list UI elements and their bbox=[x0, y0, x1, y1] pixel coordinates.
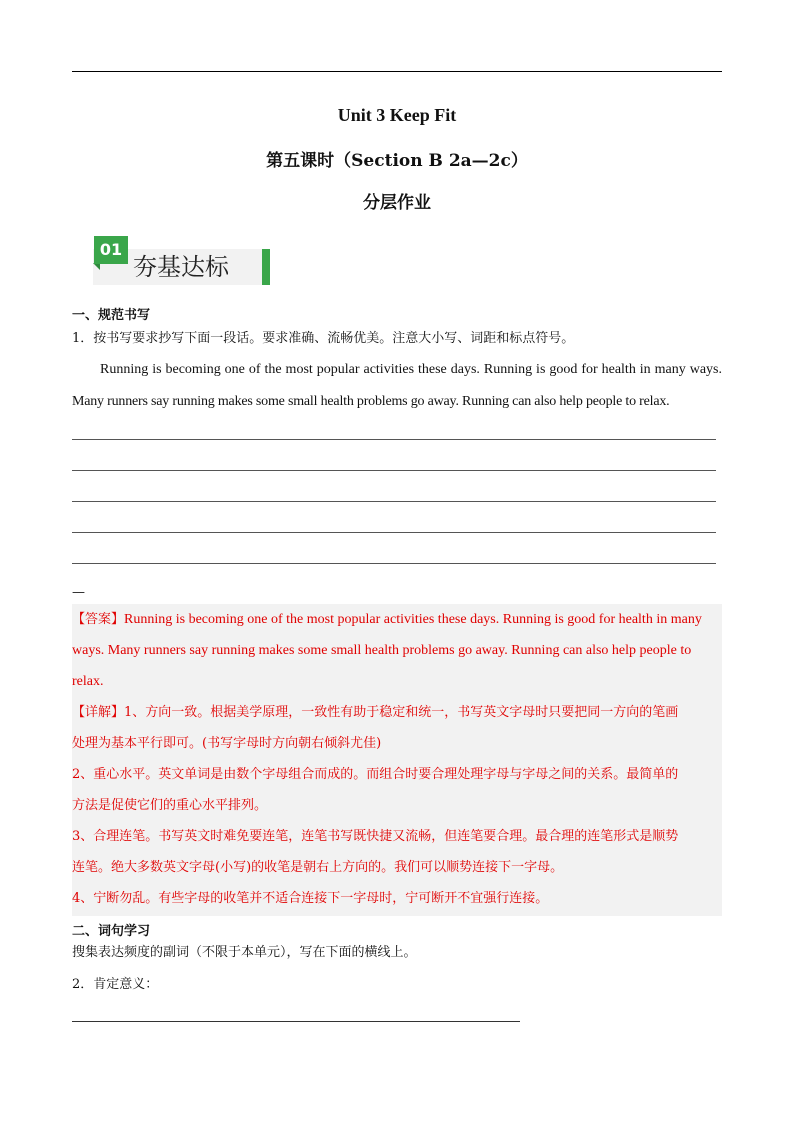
passage-line-2: Many runners say running makes some small health problems go away. Running can also help people to relax. bbox=[72, 394, 670, 409]
section2-heading: 二、词句学习 bbox=[72, 924, 151, 939]
badge-accent-bar bbox=[262, 249, 270, 285]
answer-text: relax. bbox=[72, 674, 104, 689]
top-rule bbox=[72, 71, 722, 72]
answer-text: ways. Many runners say running makes some small health problems go away. Running can also help people to bbox=[72, 643, 692, 658]
homework-heading: 分层作业 bbox=[363, 193, 431, 213]
page-title: Unit 3 Keep Fit bbox=[337, 105, 457, 125]
badge-fold bbox=[93, 263, 100, 270]
section1-heading: 一、规范书写 bbox=[72, 308, 151, 323]
answer-line-2 bbox=[72, 635, 722, 666]
detail-text: 1、方向一致。根据美学原理，一致性有助于稳定和统一，书写英文字母时只要把同一方向的笔画 bbox=[124, 705, 679, 720]
detail-line-3: 2、重心水平。英文单词是由数个字母组合而成的。而组合时要合理处理字母与字母之间的关系。最简单的 bbox=[72, 767, 679, 782]
detail-line-1 bbox=[72, 697, 722, 728]
detail-line-5: 3、合理连笔。书写英文时难免要连笔，连笔书写既快捷又流畅，但连笔要合理。最合理的连笔形式是顺势 bbox=[72, 829, 679, 844]
writing-line[interactable] bbox=[72, 563, 716, 564]
writing-line[interactable] bbox=[72, 439, 716, 440]
section2-instruction: 搜集表达频度的副词（不限于本单元），写在下面的横线上。 bbox=[72, 945, 417, 960]
answer-line-3 bbox=[72, 666, 722, 697]
detail-line-7: 4、宁断勿乱。有些字母的收笔并不适合连接下一字母时，宁可断开不宜强行连接。 bbox=[72, 891, 549, 906]
item2-label: 2．肯定意义： bbox=[72, 977, 159, 992]
detail-line-6: 连笔。绝大多数英文字母(小写)的收笔是朝右上方向的。我们可以顺势连接下一字母。 bbox=[72, 860, 564, 875]
writing-line[interactable] bbox=[72, 501, 716, 502]
answer-blank-line[interactable] bbox=[72, 1021, 520, 1022]
writing-line[interactable] bbox=[72, 532, 716, 533]
writing-line[interactable] bbox=[72, 470, 716, 471]
answer-line-1 bbox=[72, 604, 722, 635]
badge-number: 01 bbox=[94, 236, 128, 264]
detail-line-2: 处理为基本平行即可。(书写字母时方向朝右倾斜尤佳) bbox=[72, 736, 382, 751]
detail-line-4: 方法是促使它们的重心水平排列。 bbox=[72, 798, 268, 813]
lesson-subtitle: 第五课时（Section B 2a—2c） bbox=[266, 151, 528, 171]
answer-tag: 【答案】 bbox=[72, 612, 125, 627]
passage-line-1: Running is becoming one of the most popular activities these days. Running is good for health in many ways. bbox=[100, 362, 722, 377]
badge-label: 夯基达标 bbox=[133, 253, 229, 281]
detail-tag: 【详解】 bbox=[72, 705, 125, 720]
writing-line-end: — bbox=[72, 585, 85, 600]
section1-instruction: 1．按书写要求抄写下面一段话。要求准确、流畅优美。注意大小写、词距和标点符号。 bbox=[72, 331, 575, 346]
level-badge bbox=[85, 233, 271, 287]
answer-text: Running is becoming one of the most popular activities these days. Running is good for health in many bbox=[124, 612, 702, 627]
